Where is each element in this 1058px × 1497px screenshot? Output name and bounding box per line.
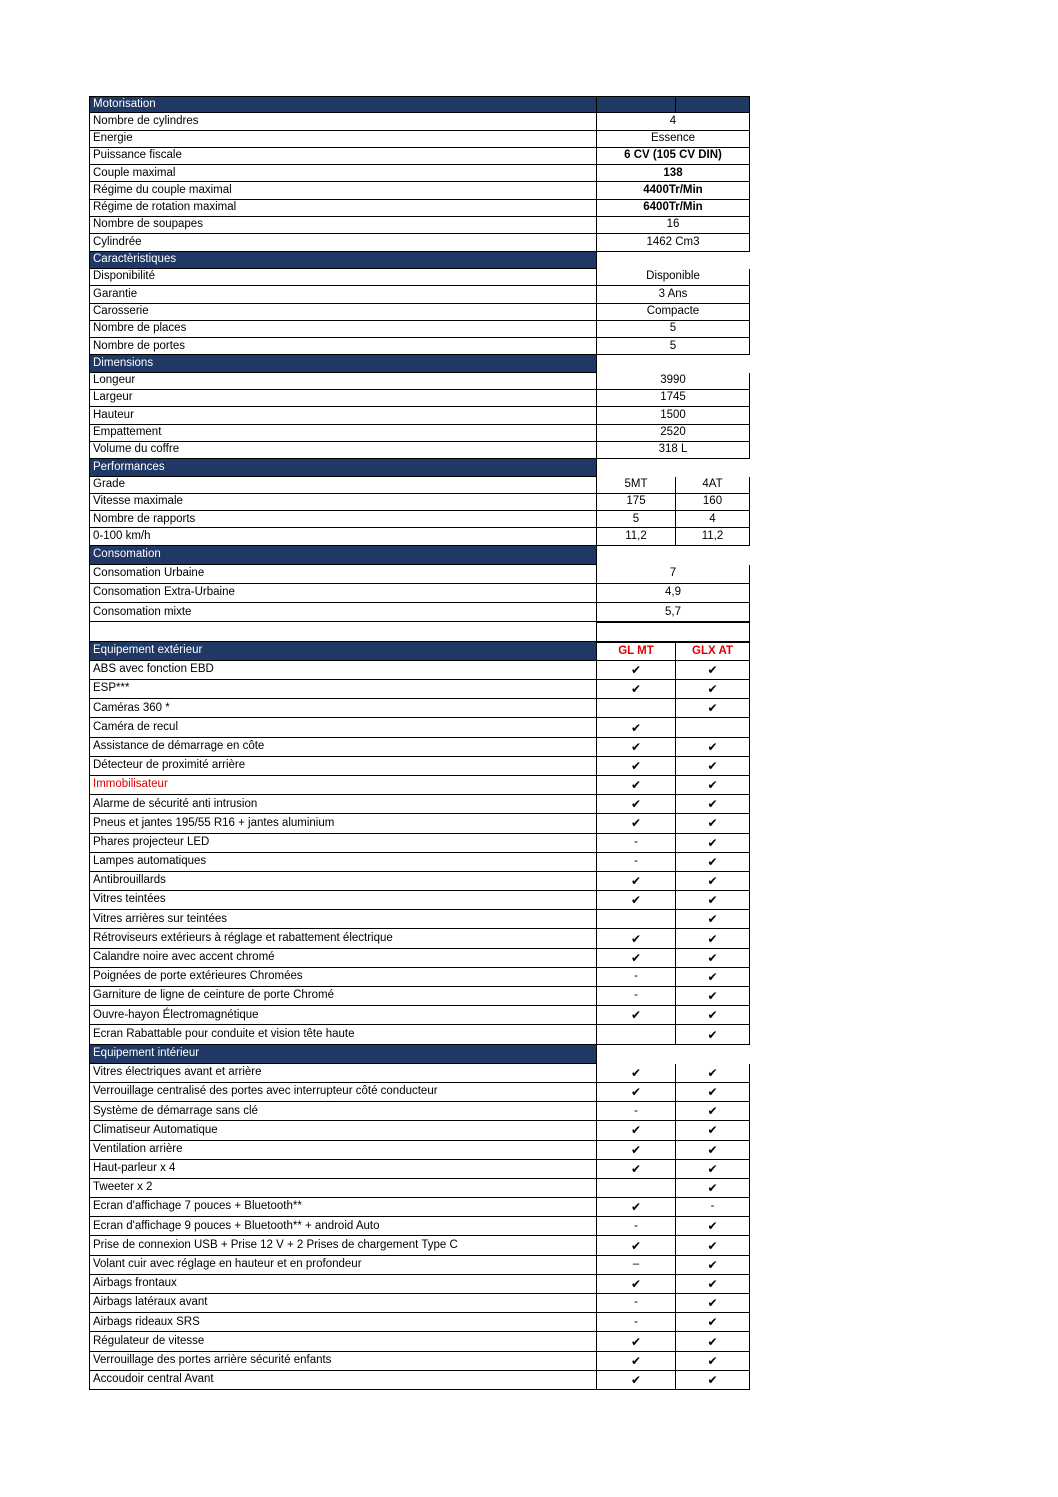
spec-row (89, 494, 750, 511)
check-icon: ✔ (676, 1160, 750, 1179)
check-icon: ✔ (676, 987, 750, 1006)
check-icon: ✔ (597, 1371, 676, 1390)
spec-value-gl: - (597, 1217, 676, 1236)
check-icon: ✔ (676, 1141, 750, 1160)
spec-row (89, 584, 750, 603)
grade-gl-mt: GL MT (597, 642, 676, 661)
check-icon: ✔ (676, 776, 750, 795)
spec-label: Nombre de cylindres (89, 113, 597, 130)
spec-label: Vitres teintées (89, 891, 597, 910)
spec-label: Carosserie (89, 304, 597, 321)
check-icon: ✔ (597, 1160, 676, 1179)
spec-row (89, 795, 750, 814)
spec-value-glx: 11,2 (676, 528, 750, 545)
spec-label: Puissance fiscale (89, 148, 597, 165)
spec-row (89, 776, 750, 795)
spec-label: Consomation mixte (89, 603, 597, 622)
spec-label: Ecran d'affichage 9 pouces + Bluetooth** + android Auto (89, 1217, 597, 1236)
check-icon: ✔ (676, 1083, 750, 1102)
spec-value-gl: - (597, 968, 676, 987)
check-icon: ✔ (676, 1121, 750, 1140)
spec-label: Couple maximal (89, 165, 597, 182)
check-icon: ✔ (676, 1217, 750, 1236)
spec-row (89, 1064, 750, 1083)
check-icon: ✔ (597, 1083, 676, 1102)
check-icon: ✔ (676, 1371, 750, 1390)
spec-value: 5,7 (597, 603, 750, 622)
spec-value (597, 622, 750, 641)
check-icon: ✔ (676, 1294, 750, 1313)
spec-label: Ecran Rabattable pour conduite et vision tête haute (89, 1025, 597, 1044)
header-spacer (597, 252, 750, 269)
spec-label: Energie (89, 131, 597, 148)
spec-row (89, 1198, 750, 1217)
spec-label: Grade (89, 477, 597, 494)
spec-row (89, 738, 750, 757)
spec-value: 138 (597, 165, 750, 182)
spec-row (89, 1294, 750, 1313)
section-title: Equipement intérieur (89, 1045, 597, 1064)
spec-row (89, 373, 750, 390)
section-title: Caractèristiques (89, 252, 597, 269)
spec-row (89, 407, 750, 424)
spec-row (89, 113, 750, 130)
section-header (89, 459, 750, 476)
spec-label: Vitres arrières sur teintées (89, 910, 597, 929)
spec-label: Nombre de places (89, 321, 597, 338)
spec-row (89, 910, 750, 929)
check-icon: ✔ (676, 891, 750, 910)
spec-value-gl (597, 910, 676, 929)
section-title: Consomation (89, 546, 597, 565)
spec-label: Accoudoir central Avant (89, 1371, 597, 1390)
spec-value-gl: 5MT (597, 477, 676, 494)
spec-value-gl: - (597, 1294, 676, 1313)
spec-row (89, 757, 750, 776)
header-col-2 (676, 96, 750, 113)
spec-label: Verrouillage des portes arrière sécurité enfants (89, 1352, 597, 1371)
section-header (89, 546, 750, 565)
spec-value-gl: 175 (597, 494, 676, 511)
spec-label: Ouvre-hayon Électromagnétique (89, 1006, 597, 1025)
header-spacer (597, 1045, 750, 1064)
check-icon: ✔ (676, 929, 750, 948)
spec-row (89, 1141, 750, 1160)
spec-row (89, 1313, 750, 1332)
spec-value: Essence (597, 131, 750, 148)
spec-value: 1500 (597, 407, 750, 424)
spec-row (89, 1006, 750, 1025)
spec-row (89, 1102, 750, 1121)
check-icon: ✔ (676, 1313, 750, 1332)
header-col-1 (597, 96, 676, 113)
spec-value-gl (597, 1025, 676, 1044)
spec-label: Longeur (89, 373, 597, 390)
spec-label: Régime du couple maximal (89, 182, 597, 199)
spec-value: 4,9 (597, 584, 750, 603)
spec-row (89, 390, 750, 407)
check-icon: ✔ (676, 853, 750, 872)
spec-label: Consomation Extra-Urbaine (89, 584, 597, 603)
check-icon: ✔ (676, 1102, 750, 1121)
spec-label: Cylindrée (89, 234, 597, 251)
section-header (89, 96, 750, 113)
spec-row (89, 200, 750, 217)
spec-value-glx: 4AT (676, 477, 750, 494)
spec-label: Prise de connexion USB + Prise 12 V + 2 Prises de chargement Type C (89, 1236, 597, 1255)
spec-row (89, 1352, 750, 1371)
spec-row (89, 148, 750, 165)
spec-label: Nombre de rapports (89, 511, 597, 528)
check-icon: ✔ (597, 872, 676, 891)
spec-label: Consomation Urbaine (89, 565, 597, 584)
check-icon: ✔ (676, 968, 750, 987)
check-icon: ✔ (676, 1179, 750, 1198)
check-icon: ✔ (676, 872, 750, 891)
section-title: Motorisation (89, 96, 597, 113)
section-title: Performances (89, 459, 597, 476)
spec-label: Antibrouillards (89, 872, 597, 891)
spec-value: 1462 Cm3 (597, 234, 750, 251)
check-icon: ✔ (597, 949, 676, 968)
check-icon: ✔ (597, 1064, 676, 1083)
spec-value-gl: - (597, 987, 676, 1006)
spec-value-gl: - (597, 1102, 676, 1121)
spec-row (89, 1121, 750, 1140)
check-icon: ✔ (597, 757, 676, 776)
spec-label: Garantie (89, 286, 597, 303)
spec-label: Ventilation arrière (89, 1141, 597, 1160)
spec-value-gl: - (597, 853, 676, 872)
section-header (89, 1045, 750, 1064)
spec-row (89, 622, 750, 641)
spec-row (89, 891, 750, 910)
check-icon: ✔ (676, 910, 750, 929)
spec-row (89, 477, 750, 494)
spec-label: Vitesse maximale (89, 494, 597, 511)
section-header (89, 642, 750, 661)
check-icon: ✔ (676, 1332, 750, 1351)
spec-value-gl: - (597, 1313, 676, 1332)
spec-label: Hauteur (89, 407, 597, 424)
grade-glx-at: GLX AT (676, 642, 750, 661)
check-icon: ✔ (597, 1121, 676, 1140)
spec-row (89, 603, 750, 622)
check-icon: ✔ (676, 1025, 750, 1044)
spec-value: 3 Ans (597, 286, 750, 303)
spec-row (89, 814, 750, 833)
spec-row (89, 234, 750, 251)
check-icon: ✔ (597, 891, 676, 910)
spec-row (89, 853, 750, 872)
spec-label: Disponibilité (89, 269, 597, 286)
spec-label: Pneus et jantes 195/55 R16 + jantes aluminium (89, 814, 597, 833)
spec-label: ESP*** (89, 680, 597, 699)
check-icon: ✔ (597, 776, 676, 795)
check-icon: ✔ (676, 1236, 750, 1255)
spec-row (89, 929, 750, 948)
spec-label: Verrouillage centralisé des portes avec interrupteur côté conducteur (89, 1083, 597, 1102)
check-icon: ✔ (597, 1198, 676, 1217)
spec-label: Phares projecteur LED (89, 834, 597, 853)
spec-label: Rétroviseurs extérieurs à réglage et rabattement électrique (89, 929, 597, 948)
spec-label: Airbags rideaux SRS (89, 1313, 597, 1332)
spec-row (89, 968, 750, 987)
check-icon: ✔ (676, 1352, 750, 1371)
spec-value: 318 L (597, 442, 750, 459)
spec-label: Lampes automatiques (89, 853, 597, 872)
section-header (89, 355, 750, 372)
spec-label: Largeur (89, 390, 597, 407)
spec-sheet (89, 96, 750, 1390)
check-icon: ✔ (597, 661, 676, 680)
spec-value-glx: - (676, 1198, 750, 1217)
spec-label: Alarme de sécurité anti intrusion (89, 795, 597, 814)
check-icon: ✔ (597, 680, 676, 699)
check-icon: ✔ (676, 699, 750, 718)
spec-label: Vitres électriques avant et arrière (89, 1064, 597, 1083)
check-icon: ✔ (676, 661, 750, 680)
spec-value-gl (597, 699, 676, 718)
spec-label: Système de démarrage sans clé (89, 1102, 597, 1121)
spec-row (89, 338, 750, 355)
check-icon: ✔ (676, 1275, 750, 1294)
spec-label: Climatiseur Automatique (89, 1121, 597, 1140)
header-spacer (597, 459, 750, 476)
check-icon: ✔ (597, 1275, 676, 1294)
check-icon: ✔ (676, 680, 750, 699)
check-icon: ✔ (597, 814, 676, 833)
spec-value-gl: 11,2 (597, 528, 676, 545)
spec-row (89, 1179, 750, 1198)
spec-label: Immobilisateur (89, 776, 597, 795)
spec-label: Tweeter x 2 (89, 1179, 597, 1198)
check-icon: ✔ (597, 929, 676, 948)
spec-row (89, 304, 750, 321)
spec-label: 0-100 km/h (89, 528, 597, 545)
check-icon: ✔ (676, 834, 750, 853)
spec-label: Caméra de recul (89, 718, 597, 737)
spec-label: Volume du coffre (89, 442, 597, 459)
check-icon: ✔ (597, 738, 676, 757)
spec-row (89, 680, 750, 699)
spec-value-glx: 160 (676, 494, 750, 511)
spec-value: Disponible (597, 269, 750, 286)
spec-label: Haut-parleur x 4 (89, 1160, 597, 1179)
spec-row (89, 1025, 750, 1044)
check-icon: ✔ (676, 738, 750, 757)
check-icon: ✔ (597, 718, 676, 737)
spec-row (89, 442, 750, 459)
check-icon: ✔ (597, 1352, 676, 1371)
check-icon: ✔ (676, 1064, 750, 1083)
spec-row (89, 1217, 750, 1236)
spec-value-gl: - (597, 834, 676, 853)
spec-row (89, 834, 750, 853)
spec-value: 5 (597, 338, 750, 355)
spec-label: Régulateur de vitesse (89, 1332, 597, 1351)
spec-label: Nombre de portes (89, 338, 597, 355)
spec-row (89, 528, 750, 545)
spec-label: Régime de rotation maximal (89, 200, 597, 217)
spec-label: Calandre noire avec accent chromé (89, 949, 597, 968)
spec-value: 4400Tr/Min (597, 182, 750, 199)
spec-row (89, 286, 750, 303)
section-header (89, 252, 750, 269)
check-icon: ✔ (597, 1006, 676, 1025)
check-icon: ✔ (597, 1141, 676, 1160)
spec-row (89, 1332, 750, 1351)
spec-row (89, 987, 750, 1006)
spec-row (89, 565, 750, 584)
spec-value: 4 (597, 113, 750, 130)
spec-value: 2520 (597, 425, 750, 442)
spec-label (89, 622, 597, 641)
spec-row (89, 872, 750, 891)
spec-row (89, 718, 750, 737)
check-icon: ✔ (597, 795, 676, 814)
spec-row (89, 182, 750, 199)
spec-row (89, 1371, 750, 1390)
spec-row (89, 1256, 750, 1275)
spec-label: Empattement (89, 425, 597, 442)
spec-value: 6 CV (105 CV DIN) (597, 148, 750, 165)
spec-row (89, 269, 750, 286)
header-spacer (597, 546, 750, 565)
spec-row (89, 1236, 750, 1255)
check-icon: ✔ (676, 1006, 750, 1025)
spec-label: ABS avec fonction EBD (89, 661, 597, 680)
spec-row (89, 165, 750, 182)
spec-row (89, 131, 750, 148)
spec-row (89, 699, 750, 718)
header-spacer (597, 355, 750, 372)
spec-label: Détecteur de proximité arrière (89, 757, 597, 776)
spec-row (89, 321, 750, 338)
spec-value-gl: 5 (597, 511, 676, 528)
spec-value-gl: – (597, 1256, 676, 1275)
check-icon: ✔ (676, 1256, 750, 1275)
spec-value-glx (676, 718, 750, 737)
section-title: Dimensions (89, 355, 597, 372)
spec-value: 5 (597, 321, 750, 338)
spec-row (89, 1275, 750, 1294)
check-icon: ✔ (676, 949, 750, 968)
spec-value: 7 (597, 565, 750, 584)
spec-label: Garniture de ligne de ceinture de porte Chromé (89, 987, 597, 1006)
spec-row (89, 425, 750, 442)
spec-row (89, 661, 750, 680)
check-icon: ✔ (597, 1236, 676, 1255)
check-icon: ✔ (597, 1332, 676, 1351)
spec-value-gl (597, 1179, 676, 1198)
spec-value: 1745 (597, 390, 750, 407)
spec-row (89, 511, 750, 528)
check-icon: ✔ (676, 757, 750, 776)
spec-value-glx: 4 (676, 511, 750, 528)
spec-label: Volant cuir avec réglage en hauteur et en profondeur (89, 1256, 597, 1275)
spec-value: 16 (597, 217, 750, 234)
spec-row (89, 949, 750, 968)
spec-value: 6400Tr/Min (597, 200, 750, 217)
section-title: Equipement extérieur (89, 642, 597, 661)
spec-value: 3990 (597, 373, 750, 390)
spec-value: Compacte (597, 304, 750, 321)
spec-label: Nombre de soupapes (89, 217, 597, 234)
spec-row (89, 217, 750, 234)
check-icon: ✔ (676, 795, 750, 814)
spec-label: Poignées de porte extérieures Chromées (89, 968, 597, 987)
spec-label: Assistance de démarrage en côte (89, 738, 597, 757)
spec-row (89, 1083, 750, 1102)
spec-label: Airbags frontaux (89, 1275, 597, 1294)
spec-label: Ecran d'affichage 7 pouces + Bluetooth** (89, 1198, 597, 1217)
check-icon: ✔ (676, 814, 750, 833)
spec-label: Caméras 360 * (89, 699, 597, 718)
spec-row (89, 1160, 750, 1179)
spec-label: Airbags latéraux avant (89, 1294, 597, 1313)
